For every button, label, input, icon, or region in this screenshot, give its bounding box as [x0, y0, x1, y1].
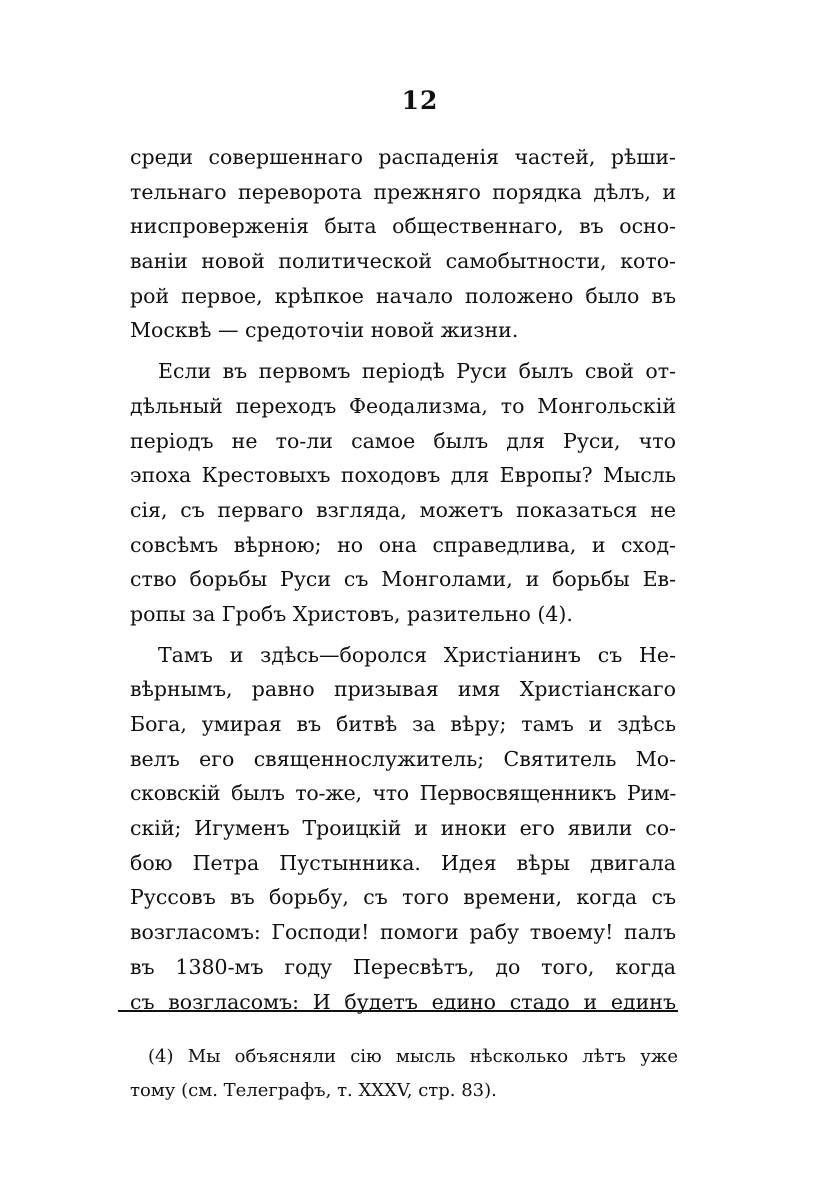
text-line: ство борьбы Руси съ Монголами, и борьбы Ев-: [130, 567, 676, 592]
text-line: сковскій былъ то-же, что Первосвященникъ Рим-: [130, 781, 676, 806]
text-line: ропы за Гробъ Христовъ, разительно (4).: [130, 601, 573, 626]
page-number: 12: [401, 86, 439, 115]
text-line: эпоха Крестовыхъ походовъ для Европы? Мысль: [130, 463, 676, 488]
text-line: съ возгласомъ: И будетъ едино стадо и единъ: [130, 989, 676, 1014]
text-line: Москвѣ — средоточіи новой жизни.: [130, 318, 519, 343]
text-line: ниспроверженія быта общественнаго, въ осно-: [130, 214, 676, 239]
text-line: ваніи новой политической самобытности, кото-: [130, 249, 676, 274]
text-line: Бога, умирая въ битвѣ за вѣру; тамъ и здѣсь: [130, 712, 676, 736]
text-line: скій; Игуменъ Троицкій и иноки его явили со-: [130, 816, 676, 841]
text-line: періодъ не то-ли самое былъ для Руси, что: [130, 428, 676, 453]
text-line: Если въ первомъ періодѣ Руси былъ свой от-: [158, 359, 676, 384]
text-line: среди совершеннаго распаденія частей, рѣши-: [130, 145, 676, 169]
footnote-line: (4) Мы объясняли сію мысль нѣсколько лѣтъ уже: [148, 1046, 678, 1067]
text-line: Тамъ и здѣсь—боролся Христіанинъ съ Не-: [158, 642, 676, 667]
footnote-divider: [118, 1010, 678, 1012]
text-line: тельнаго переворота прежняго порядка дѣлъ, и: [130, 179, 676, 204]
text-line: возгласомъ: Господи! помоги рабу твоему! палъ: [130, 920, 676, 945]
text-line: совсѣмъ вѣрною; но она справедлива, и сход-: [130, 532, 676, 557]
text-line: велъ его священнослужитель; Святитель Мо-: [130, 746, 676, 771]
text-line: въ 1380-мъ году Пересвѣтъ, до того, когда: [130, 954, 676, 979]
text-line: дѣльный переходъ Феодализма, то Монгольскій: [130, 393, 676, 418]
text-line: Руссовъ въ борьбу, съ того времени, когда съ: [130, 885, 676, 910]
text-line: сія, съ перваго взгляда, можетъ показаться не: [130, 497, 676, 522]
text-line: вѣрнымъ, равно призывая имя Христіанскаго: [130, 677, 676, 702]
text-line: рой первое, крѣпкое начало положено было въ: [130, 283, 676, 308]
footnotes: [130, 1040, 678, 1108]
footnote-line: тому (см. Телеграфъ, т. XXXV, стр. 83).: [130, 1080, 497, 1101]
text-line: бою Петра Пустынника. Идея вѣры двигала: [130, 850, 676, 875]
main-text: [130, 140, 676, 1019]
